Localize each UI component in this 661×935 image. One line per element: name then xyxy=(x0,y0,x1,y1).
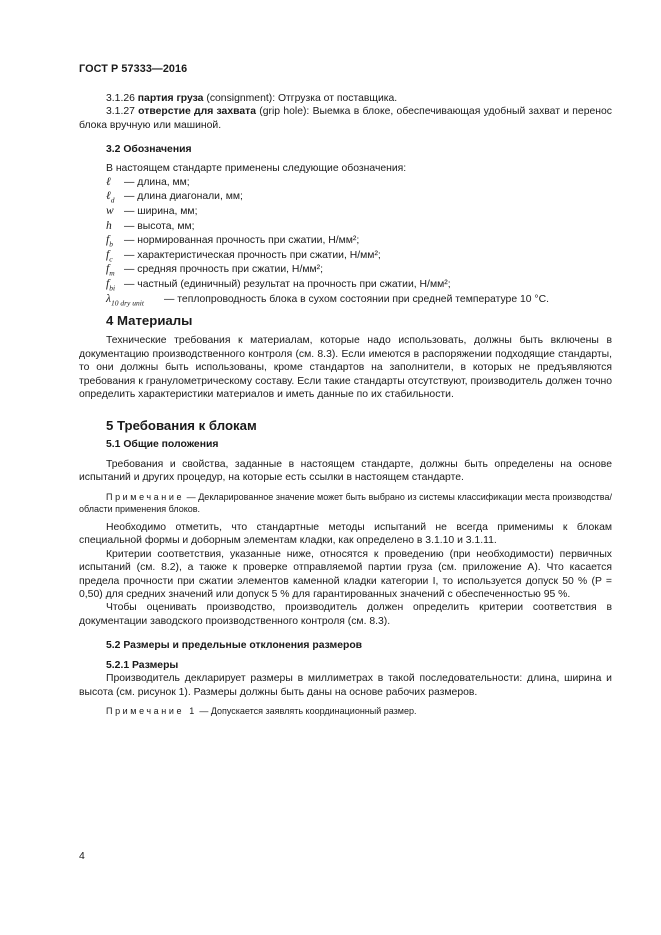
symbol-description: — теплопроводность блока в сухом состоянии при средней температуре 10 °С. xyxy=(164,293,549,305)
symbol-description: — ширина, мм; xyxy=(124,206,198,217)
symbol-base: f xyxy=(106,248,110,261)
symbol xyxy=(106,205,124,218)
section-4 xyxy=(79,314,612,401)
section-3-2 xyxy=(79,143,612,307)
symbol-row xyxy=(79,190,612,205)
note-text: — Декларированное значение может быть выбрано из системы классификации места производства/области применения блоков. xyxy=(79,491,612,514)
symbol-base: f xyxy=(106,234,110,247)
section-4-title: 4 Материалы xyxy=(106,313,193,328)
symbol-row xyxy=(79,293,612,308)
symbol-subscript: d xyxy=(110,195,115,205)
symbol-base: ℓ xyxy=(106,190,111,203)
symbol-description: — средняя прочность при сжатии, Н/мм²; xyxy=(124,264,323,276)
symbol-subscript: c xyxy=(109,254,113,264)
symbol-subscript: bi xyxy=(109,283,116,293)
symbol-row xyxy=(79,263,612,278)
clause-3-1-26 xyxy=(79,92,612,105)
symbol-row xyxy=(79,234,612,249)
clause-text: (grip hole): Выемка в блоке, обеспечивающая удобный захват и перенос блока вручную или машиной. xyxy=(79,106,612,131)
note-label: Примечание xyxy=(106,491,185,502)
clause-term: отверстие для захвата xyxy=(138,106,257,118)
symbol xyxy=(106,176,124,189)
symbol-base: ℓ xyxy=(106,175,111,188)
section-5-1-p3: Критерии соответствия, указанные ниже, относятся к проведению (при необходимости) первичных испытаний (см. 8.2), а также к проверке отправляемой партии груза (см. приложение А). Что касается предела прочности при сжатии элементов каменной кладки категории I, то используется допуск 50 % (P = 0,50) для средних значений или допуск 5 % для гарантированных значений с обеспеченностью 95 %. xyxy=(79,548,612,601)
symbol-row xyxy=(79,249,612,264)
section-4-text: Технические требования к материалам, которые надо использовать, должны быть включены в документацию производственного контроля (см. 8.3). Если имеются в распоряжении подходящие стандарты, то они должны быть использованы, кроме стандартов на заполнители, в которых не предъявляются требования к гранулометрическому составу. Если такие стандарты отсутствуют, производитель должен точно определить характеристики материалов и иметь данные по их стабильности. xyxy=(79,335,612,401)
clause-number: 3.1.27 xyxy=(106,106,135,118)
symbol-row xyxy=(79,220,612,235)
page-header-standard: ГОСТ Р 57333—2016 xyxy=(79,63,188,75)
symbols-intro: В настоящем стандарте применены следующие обозначения: xyxy=(106,163,407,175)
symbol-base: f xyxy=(106,263,110,276)
section-5-2-title: 5.2 Размеры и предельные отклонения размеров xyxy=(106,640,363,652)
symbols-list xyxy=(79,176,612,307)
section-5-title: 5 Требования к блокам xyxy=(106,418,257,433)
symbol-row xyxy=(79,205,612,220)
section-5-2-1-p1: Производитель декларирует размеры в миллиметрах в такой последовательности: длина, ширина и высота (см. рисунок 1). Размеры должны быть даны на основе рабочих размеров. xyxy=(79,673,612,698)
symbol-description: — длина, мм; xyxy=(124,176,190,188)
clause-number: 3.1.26 xyxy=(106,93,135,104)
symbol-subscript: m xyxy=(109,268,115,278)
symbol-base: h xyxy=(106,219,112,232)
symbol-description: — нормированная прочность при сжатии, Н/мм²; xyxy=(124,235,360,247)
clause-3-1-27 xyxy=(79,105,612,132)
symbol xyxy=(106,220,124,233)
symbol-subscript: b xyxy=(109,239,113,249)
symbol-base: f xyxy=(106,277,110,290)
note-5-2-1 xyxy=(79,705,612,717)
symbol-base: λ xyxy=(106,292,111,305)
symbol-row xyxy=(79,176,612,191)
section-3-2-title: 3.2 Обозначения xyxy=(106,144,192,155)
page-number: 4 xyxy=(79,851,85,862)
symbol-description: — высота, мм; xyxy=(124,220,195,232)
section-5-1-p1: Требования и свойства, заданные в настоящем стандарте, должны быть определены на основе испытаний и других процедур, на которые есть ссылки в настоящем стандарте. xyxy=(79,458,612,484)
symbol-base: w xyxy=(106,205,114,217)
symbol-description: — характеристическая прочность при сжатии, Н/мм²; xyxy=(124,249,381,261)
symbol-subscript: 10 dry unit xyxy=(110,297,144,307)
clause-text: (consignment): Отгрузка от поставщика. xyxy=(203,93,398,104)
section-5-2-1-title: 5.2.1 Размеры xyxy=(106,659,179,671)
section-5-1-p4: Чтобы оценивать производство, производитель должен определить критерии соответствия в документации заводского производственного контроля (см. 8.3). xyxy=(79,602,612,627)
symbol-description: — длина диагонали, мм; xyxy=(124,191,243,203)
clauses-block xyxy=(79,92,612,132)
section-5-1-title: 5.1 Общие положения xyxy=(106,439,219,451)
section-5-1-p2: Необходимо отметить, что стандартные методы испытаний не всегда применимы к блокам специальной формы и доборным элементам кладки, как определено в 3.1.10 и 3.1.11. xyxy=(79,522,612,547)
symbol-description: — частный (единичный) результат на прочность при сжатии, Н/мм²; xyxy=(124,278,451,290)
note-text: — Допускается заявлять координационный размер. xyxy=(196,705,417,716)
section-5 xyxy=(79,419,612,717)
note-label: Примечание 1 xyxy=(106,705,197,716)
clause-term: партия груза xyxy=(137,93,204,104)
note-5-1 xyxy=(79,491,612,515)
symbol-row xyxy=(79,278,612,293)
symbol xyxy=(106,293,164,310)
